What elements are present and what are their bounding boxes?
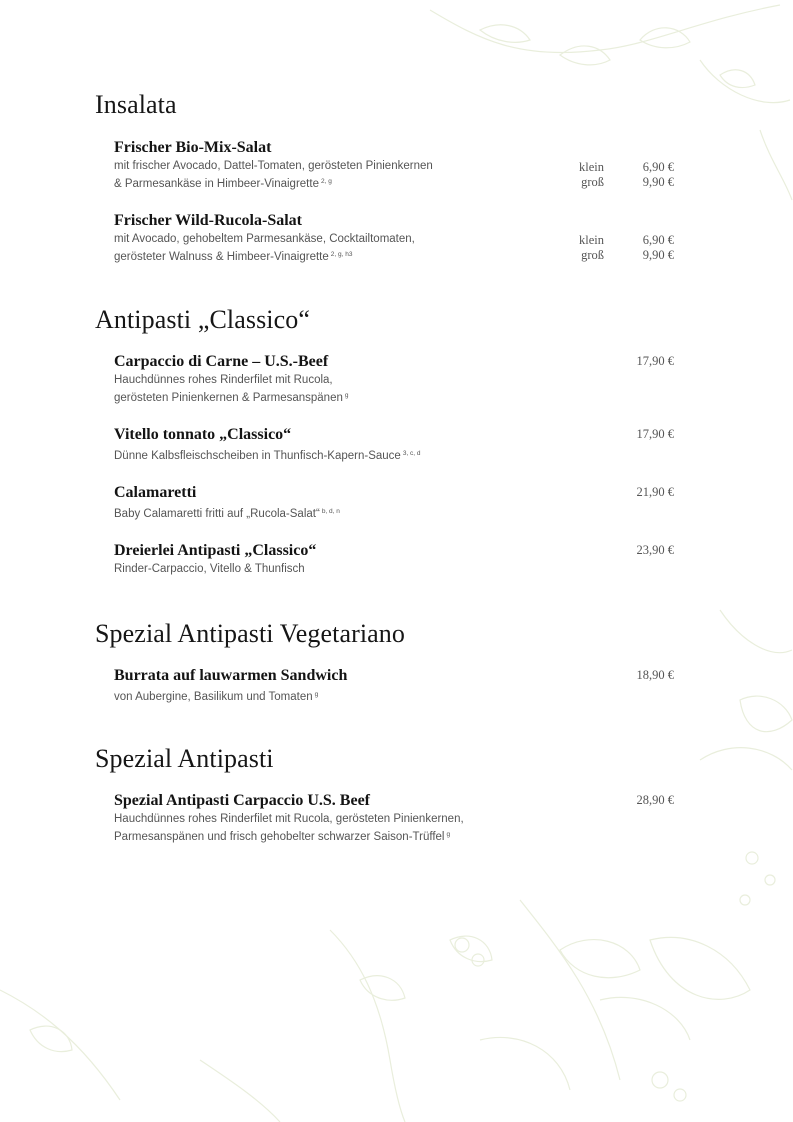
allergen-codes: g: [344, 392, 349, 399]
item-name: Carpaccio di Carne – U.S.-Beef: [114, 353, 329, 370]
allergen-codes: 3, c, d: [402, 450, 421, 457]
item-description: von Aubergine, Basilikum und Tomaten $^g$: [114, 691, 319, 703]
allergen-codes: g: [446, 831, 451, 838]
item-description: Hauchdünnes rohes Rinderfilet mit Rucola, gerösteten Pinienkernen & Parmesanspänen $^g$: [114, 374, 349, 404]
item-price: 21,90 €: [636, 485, 674, 499]
item-name: Frischer Wild-Rucola-Salat: [114, 212, 302, 229]
item-price: 18,90 €: [636, 668, 674, 682]
menu-item-vitello-tonnato: [114, 425, 674, 464]
item-description: mit frischer Avocado, Dattel-Tomaten, gerösteten Pinienkernen & Parmesankäse in Himbeer-Vinaigrette $^{2, g}$: [114, 160, 433, 190]
size-row-small: klein 6,90 €: [579, 233, 674, 247]
section-spezial-vegetariano: [95, 619, 695, 649]
allergen-codes: 2, g, h3: [330, 251, 353, 258]
item-description: Hauchdünnes rohes Rinderfilet mit Rucola, gerösteten Pinienkernen, Parmesanspänen und frisch gehobelter schwarzer Saison-Trüffel $^g$: [114, 813, 464, 843]
allergen-codes: b, d, n: [321, 508, 340, 515]
item-description: Baby Calamaretti fritti auf „Rucola-Salat“ $^{b, d, n}$: [114, 508, 340, 520]
item-description: Dünne Kalbsfleischscheiben in Thunfisch-Kapern-Sauce $^{3, c, d}$: [114, 450, 421, 462]
item-price: 28,90 €: [636, 793, 674, 807]
section-title: Insalata: [95, 90, 177, 119]
item-name: Spezial Antipasti Carpaccio U.S. Beef: [114, 792, 370, 809]
item-description: Rinder-Carpaccio, Vitello & Thunfisch: [114, 563, 305, 575]
section-title: Spezial Antipasti Vegetariano: [95, 619, 406, 648]
section-spezial-antipasti: [95, 744, 695, 774]
item-name: Vitello tonnato „Classico“: [114, 426, 292, 443]
size-row-small: klein 6,90 €: [579, 160, 674, 174]
size-row-large: groß 9,90 €: [581, 248, 674, 262]
menu-item-spezial-carpaccio: [114, 791, 674, 845]
menu-item-calamaretti: [114, 483, 674, 522]
item-name: Calamaretti: [114, 484, 197, 501]
item-name: Dreierlei Antipasti „Classico“: [114, 542, 317, 559]
size-row-large: groß 9,90 €: [581, 175, 674, 189]
item-name: Frischer Bio-Mix-Salat: [114, 139, 272, 156]
section-insalata: [95, 90, 695, 120]
menu-item-dreierlei-antipasti: [114, 541, 674, 577]
menu-item-bio-mix-salat: [114, 138, 674, 192]
item-price: 17,90 €: [636, 427, 674, 441]
section-title: Antipasti „Classico“: [95, 305, 311, 334]
size-prices: [554, 233, 674, 263]
menu-item-carpaccio-di-carne: [114, 352, 674, 406]
allergen-codes: g: [314, 691, 319, 698]
allergen-codes: 2, g: [320, 178, 332, 185]
item-price: 23,90 €: [636, 543, 674, 557]
item-description: mit Avocado, gehobeltem Parmesankäse, Cocktailtomaten, gerösteter Walnuss & Himbeer-Vinaigrette $^{2, g, h3}$: [114, 233, 415, 263]
item-price: 17,90 €: [636, 354, 674, 368]
menu-item-wild-rucola-salat: [114, 211, 674, 265]
item-name: Burrata auf lauwarmen Sandwich: [114, 667, 348, 684]
size-prices: [554, 160, 674, 190]
section-title: Spezial Antipasti: [95, 744, 274, 773]
section-antipasti-classico: [95, 305, 695, 335]
menu-item-burrata: [114, 666, 674, 705]
